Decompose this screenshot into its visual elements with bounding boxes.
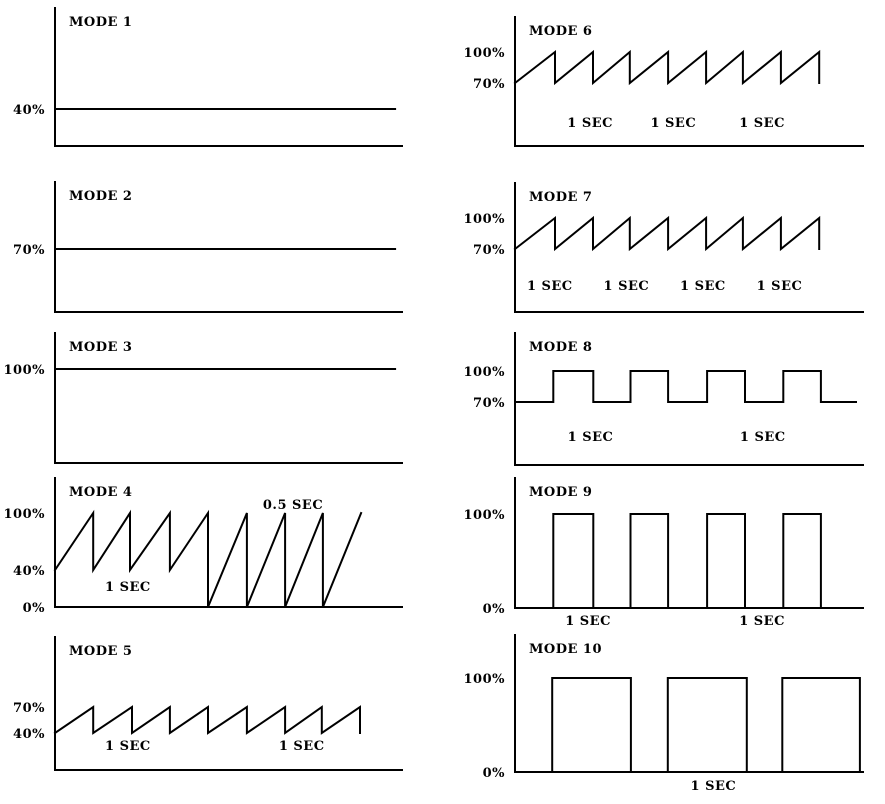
time-label: 0.5 SEC <box>262 498 324 513</box>
y-axis-label: 40% <box>13 564 45 579</box>
mode-9-chart <box>445 470 885 630</box>
mode-9-plot <box>445 470 885 630</box>
y-axis-label: 100% <box>463 46 505 61</box>
waveform-line <box>515 678 860 772</box>
waveform-line <box>55 707 360 733</box>
time-label: 1 SEC <box>278 739 325 754</box>
y-axis-label: 100% <box>463 212 505 227</box>
mode-5-plot <box>0 630 442 804</box>
chart-title: MODE 7 <box>529 190 593 205</box>
mode-2-chart <box>0 160 442 320</box>
chart-title: MODE 10 <box>529 642 603 657</box>
time-label: 1 SEC <box>603 279 650 294</box>
time-label: 1 SEC <box>567 430 614 445</box>
y-axis-label: 40% <box>13 727 45 742</box>
mode-1-chart <box>0 0 442 160</box>
time-label: 1 SEC <box>105 739 151 754</box>
waveform-line <box>55 513 361 607</box>
mode-10-chart <box>445 630 885 804</box>
mode-7-plot <box>445 160 885 320</box>
time-label: 1 SEC <box>690 779 737 794</box>
y-axis-label: 70% <box>473 243 505 258</box>
time-label: 1 SEC <box>526 279 573 294</box>
time-label: 1 SEC <box>650 116 697 131</box>
chart-title: MODE 4 <box>69 485 133 500</box>
time-label: 1 SEC <box>739 430 786 445</box>
time-label: 1 SEC <box>105 580 151 595</box>
y-axis-label: 70% <box>13 701 45 716</box>
mode-1-plot <box>0 0 442 160</box>
time-label: 1 SEC <box>739 614 785 629</box>
mode-8-chart <box>445 320 885 470</box>
y-axis-label: 0% <box>22 601 45 616</box>
y-axis-label: 70% <box>473 396 505 411</box>
mode-10-plot <box>445 630 885 804</box>
waveform-line <box>515 52 819 83</box>
mode-7-chart <box>445 160 885 320</box>
waveform-line <box>515 514 856 608</box>
mode-4-chart <box>0 470 442 630</box>
y-axis-label: 0% <box>482 602 505 617</box>
mode-3-plot <box>0 320 442 470</box>
chart-title: MODE 9 <box>529 485 593 500</box>
y-axis-label: 100% <box>3 507 45 522</box>
mode-3-chart <box>0 320 442 470</box>
chart-title: MODE 5 <box>69 644 133 659</box>
time-label: 1 SEC <box>565 614 611 629</box>
y-axis-label: 40% <box>13 103 45 118</box>
chart-title: MODE 6 <box>529 24 593 39</box>
mode-6-plot <box>445 0 885 160</box>
mode-8-plot <box>445 320 885 470</box>
time-label: 1 SEC <box>680 279 726 294</box>
time-label: 1 SEC <box>756 279 803 294</box>
mode-6-chart <box>445 0 885 160</box>
chart-title: MODE 3 <box>69 340 133 355</box>
y-axis-label: 0% <box>482 766 505 781</box>
waveform-line <box>515 218 819 249</box>
y-axis-label: 100% <box>463 508 505 523</box>
mode-2-plot <box>0 160 442 320</box>
mode-5-chart <box>0 630 442 804</box>
y-axis-label: 100% <box>463 365 505 380</box>
y-axis-label: 70% <box>473 77 505 92</box>
chart-title: MODE 8 <box>529 340 593 355</box>
chart-title: MODE 1 <box>69 15 133 30</box>
time-label: 1 SEC <box>739 116 785 131</box>
time-label: 1 SEC <box>567 116 614 131</box>
y-axis-label: 100% <box>463 672 505 687</box>
y-axis-label: 100% <box>3 363 45 378</box>
mode-4-plot <box>0 470 442 630</box>
waveform-line <box>515 371 856 402</box>
chart-title: MODE 2 <box>69 189 133 204</box>
y-axis-label: 70% <box>13 243 45 258</box>
